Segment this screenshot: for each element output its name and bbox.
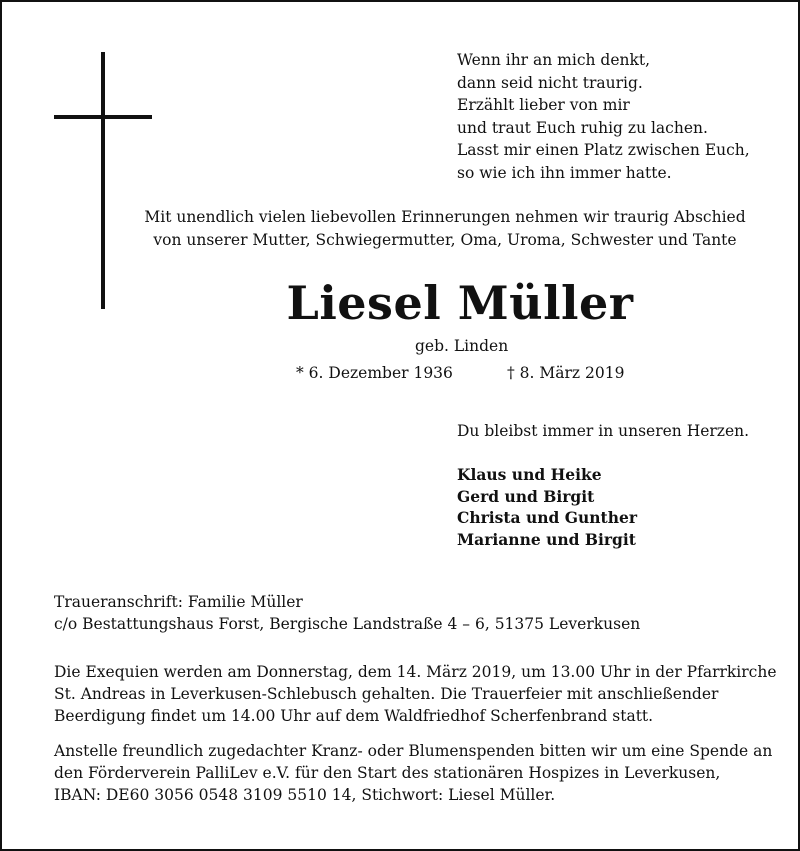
poem — [457, 49, 750, 184]
cross-icon-horizontal — [54, 115, 152, 119]
intro-line: von unserer Mutter, Schwiegermutter, Oma, Uroma, Schwester und Tante — [153, 231, 737, 249]
address-line: Traueranschrift: Familie Müller — [54, 593, 303, 611]
poem-line: und traut Euch ruhig zu lachen. — [457, 118, 708, 137]
donation-paragraph — [54, 740, 773, 806]
exequies-line: St. Andreas in Leverkusen-Schlebusch gehalten. Die Trauerfeier mit anschließender — [54, 685, 719, 703]
poem-line: dann seid nicht traurig. — [457, 73, 643, 92]
birth-date: * 6. Dezember 1936 — [296, 364, 453, 382]
cross-icon-vertical — [101, 52, 105, 309]
exequies-line: Beerdigung findet um 14.00 Uhr auf dem Waldfriedhof Scherfenbrand statt. — [54, 707, 654, 725]
death-date: † 8. März 2019 — [507, 364, 625, 382]
exequies-paragraph — [54, 661, 777, 727]
mourner: Marianne und Birgit — [457, 529, 636, 549]
intro-line: Mit unendlich vielen liebevollen Erinnerungen nehmen wir traurig Abschied — [144, 208, 746, 226]
mourner: Klaus und Heike — [457, 465, 602, 484]
deceased-name-text: Liesel Müller — [286, 276, 634, 330]
poem-line: Erzählt lieber von mir — [457, 96, 630, 114]
farewell-intro — [0, 206, 800, 252]
donation-line: den Förderverein PalliLev e.V. für den Start des stationären Hospizes in Leverkusen, — [54, 764, 721, 782]
born-name: geb. Linden — [415, 337, 509, 355]
donation-line: Anstelle freundlich zugedachter Kranz- oder Blumenspenden bitten wir um eine Spende an — [54, 742, 773, 760]
address-line: c/o Bestattungshaus Forst, Bergische Landstraße 4 – 6, 51375 Leverkusen — [54, 615, 641, 633]
exequies-line: Die Exequien werden am Donnerstag, dem 14. März 2019, um 13.00 Uhr in der Pfarrkirche — [54, 663, 777, 681]
memorial-quote: Du bleibst immer in unseren Herzen. — [457, 422, 750, 440]
mourners-list — [457, 464, 637, 550]
mourner: Gerd und Birgit — [457, 486, 595, 506]
mourner: Christa und Gunther — [457, 508, 637, 527]
deceased-name — [0, 276, 800, 330]
poem-line: Lasst mir einen Platz zwischen Euch, — [457, 141, 750, 159]
mourning-address — [54, 591, 640, 635]
poem-line: so wie ich ihn immer hatte. — [457, 163, 672, 182]
donation-line: IBAN: DE60 3056 0548 3109 5510 14, Stichwort: Liesel Müller. — [54, 786, 556, 804]
poem-line: Wenn ihr an mich denkt, — [457, 51, 651, 69]
